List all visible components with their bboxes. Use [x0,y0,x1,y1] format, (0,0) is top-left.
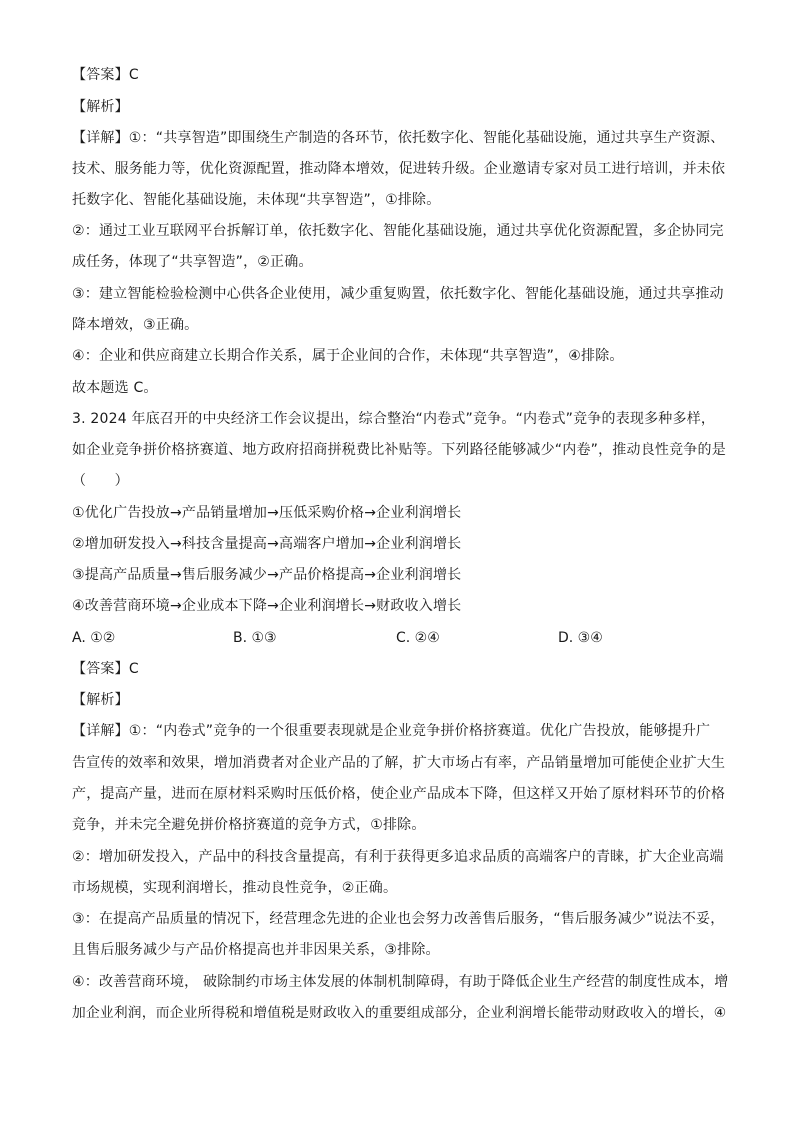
q2-detail-line: 成任务，体现了“共享智造”，②正确。 [72,254,313,270]
q2-detail-line: 【详解】①：“共享智造”即围绕生产制造的各环节，依托数字化、智能化基础设施，通过共享生产资源、 [72,130,725,146]
q3-option: ①优化广告投放→产品销量增加→压低采购价格→企业利润增长 [72,505,462,521]
q2-detail-line: 托数字化、智能化基础设施，未体现“共享智造”，①排除。 [72,192,441,208]
q3-detail-line: 【详解】①：“内卷式”竞争的一个很重要表现就是企业竞争拼价格挤赛道。优化广告投放，能够提升广 [72,723,711,739]
q3-stem-line: 如企业竞争拼价格挤赛道、地方政府招商拼税费比补贴等。下列路径能够减少“内卷”，推动良性竞争的是 [72,442,726,458]
q3-choice-d: D. ③④ [558,630,603,646]
q3-detail-line: ③：在提高产品质量的情况下，经营理念先进的企业也会努力改善售后服务，“售后服务减少”说法不妥， [72,911,725,927]
q3-detail-line: 竞争，并未完全避免拼价格挤赛道的竞争方式，①排除。 [72,817,426,833]
q3-detail-line: 加企业利润，而企业所得税和增值税是财政收入的重要组成部分，企业利润增长能带动财政收入的增长，④ [72,1005,727,1021]
q3-detail-line: 告宣传的效率和效果，增加消费者对企业产品的了解，扩大市场占有率，产品销量增加可能使企业扩大生 [72,755,726,771]
q2-detail-line: 降本增效，③正确。 [72,317,199,333]
q3-choice-b: B. ①③ [233,630,277,646]
q3-detail-line: 市场规模，实现利润增长，推动良性竞争，②正确。 [72,880,398,896]
q3-stem-line: 3. 2024 年底召开的中央经济工作会议提出，综合整治“内卷式”竞争。“内卷式”竞争的表现多种多样， [72,411,716,427]
q3-answer-blank: （ ） [72,473,129,489]
q3-choice-a: A. ①② [72,630,116,646]
answer-label: 【答案】 [72,661,129,677]
q2-answer-line [72,65,732,85]
q2-detail-line: ④：企业和供应商建立长期合作关系，属于企业间的合作，未体现“共享智造”，④排除。 [72,348,624,364]
q3-detail-line: ④：改善营商环境， 破除制约市场主体发展的体制机制障碍，有助于降低企业生产经营的制度性成本，增 [72,974,729,990]
q3-analysis-label: 【解析】 [72,692,129,708]
q3-detail-line: 产，提高产量，进而在原材料采购时压低价格，使企业产品成本下降，但这样又开始了原材料环节的价格 [72,786,726,802]
q3-option: ③提高产品质量→售后服务减少→产品价格提高→企业利润增长 [72,567,462,583]
q3-option: ④改善营商环境→企业成本下降→企业利润增长→财政收入增长 [72,598,462,614]
q3-choice-c: C. ②④ [396,630,440,646]
q2-detail-line: ③：建立智能检验检测中心供各企业使用，减少重复购置，依托数字化、智能化基础设施，通过共享推动 [72,286,724,302]
q3-detail-line: 且售后服务减少与产品价格提高也并非因果关系，③排除。 [72,942,440,958]
q2-detail-line: 技术、服务能力等，优化资源配置，推动降本增效，促进转升级。企业邀请专家对员工进行培训，并未依 [72,161,726,177]
q2-analysis-label: 【解析】 [72,99,129,115]
answer-value: C [128,67,139,83]
q3-answer-line [72,659,732,679]
q3-option: ②增加研发投入→科技含量提高→高端客户增加→企业利润增长 [72,536,462,552]
q3-detail-line: ②：增加研发投入，产品中的科技含量提高，有利于获得更多追求品质的高端客户的青睐，扩大企业高端 [72,849,724,865]
q2-detail-line: ②：通过工业互联网平台拆解订单，依托数字化、智能化基础设施，通过共享优化资源配置，多企协同完 [72,223,724,239]
answer-label: 【答案】 [72,67,129,83]
q2-conclusion: 故本题选 C。 [72,380,158,396]
answer-value: C [128,661,139,677]
